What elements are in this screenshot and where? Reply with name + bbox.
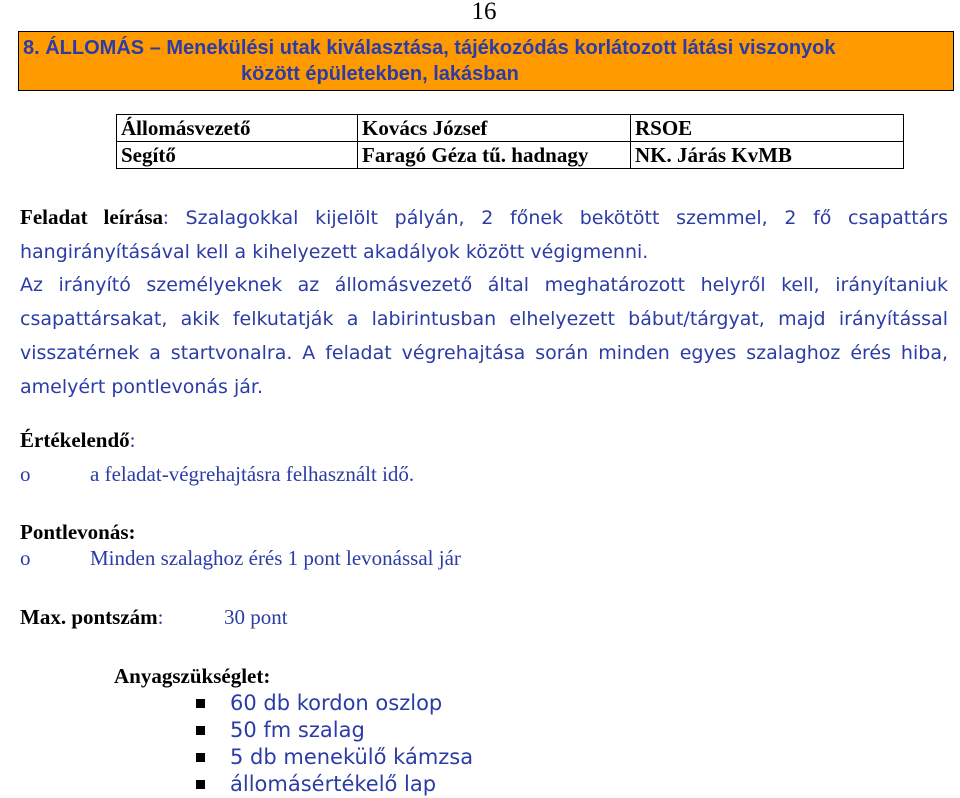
bullet-marker: o xyxy=(20,546,31,570)
org-cell: NK. Járás KvMB xyxy=(631,142,904,169)
evaluation-text: a feladat-végrehajtásra felhasznált idő. xyxy=(90,462,415,486)
list-item: állomásértékelő lap xyxy=(196,771,473,798)
role-cell: Segítő xyxy=(117,142,358,169)
station-title: Menekülési utak kiválasztása, tájékozódás korlátozott látási viszonyok xyxy=(166,37,836,59)
task-text: Szalagokkal kijelölt pályán, 2 főnek bekötött szemmel, 2 fő csapattárs hangirányításával kell a kihelyezett akadályok között végigmenni. xyxy=(20,207,949,263)
title-dash: – xyxy=(144,37,167,59)
org-cell: RSOE xyxy=(631,115,904,142)
square-bullet-icon xyxy=(196,753,205,762)
station-label: 8. ÁLLOMÁS xyxy=(23,37,145,59)
instructions-text: Az irányító személyeknek az állomásvezető által meghatározott helyről kell, irányítaniuk csapattársakat, akik felkutatják a labirintusban elhelyezett bábut/tárgyat, majd irányítással visszatérnek a startvonalra. A feladat végrehajtása során minden egyes szalaghoz érés hiba, amelyért pontlevonás jár. xyxy=(20,274,948,398)
staff-table xyxy=(116,114,904,169)
task-description: Feladat leírása: Szalagokkal kijelölt pályán, 2 főnek bekötött szemmel, 2 fő csapattárs hangirányításával kell a kihelyezett akadályok között végigmenni. xyxy=(20,205,949,263)
square-bullet-icon xyxy=(196,726,205,735)
max-points-label: Max. xyxy=(20,605,67,629)
station-title-line2: között épületekben, lakásban xyxy=(241,63,519,85)
table-row xyxy=(117,115,904,142)
list-item: 50 fm szalag xyxy=(196,717,473,744)
name-cell: Kovács József xyxy=(358,115,631,142)
max-points-value: 30 pont xyxy=(224,605,288,629)
page-number: 16 xyxy=(471,0,497,25)
deduction-heading: Pontlevonás: xyxy=(20,520,136,544)
materials-heading: Anyagszükséglet: xyxy=(114,664,271,688)
station-header xyxy=(18,31,954,91)
task-label: Feladat leírása xyxy=(20,205,164,229)
station-title-line1 xyxy=(23,35,836,61)
square-bullet-icon xyxy=(196,780,205,789)
materials-list xyxy=(196,690,473,798)
list-item: 60 db kordon oszlop xyxy=(196,690,473,717)
table-row xyxy=(117,142,904,169)
max-points: Max. pontszám: 30 pont xyxy=(20,605,288,629)
list-item: 5 db menekülő kámzsa xyxy=(196,744,473,771)
square-bullet-icon xyxy=(196,699,205,708)
role-cell: Állomásvezető xyxy=(117,115,358,142)
name-cell: Faragó Géza tű. hadnagy xyxy=(358,142,631,169)
deduction-text: Minden szalaghoz érés 1 pont levonással jár xyxy=(90,546,461,570)
bullet-marker: o xyxy=(20,462,31,486)
evaluation-heading: Értékelendő: xyxy=(20,428,136,452)
